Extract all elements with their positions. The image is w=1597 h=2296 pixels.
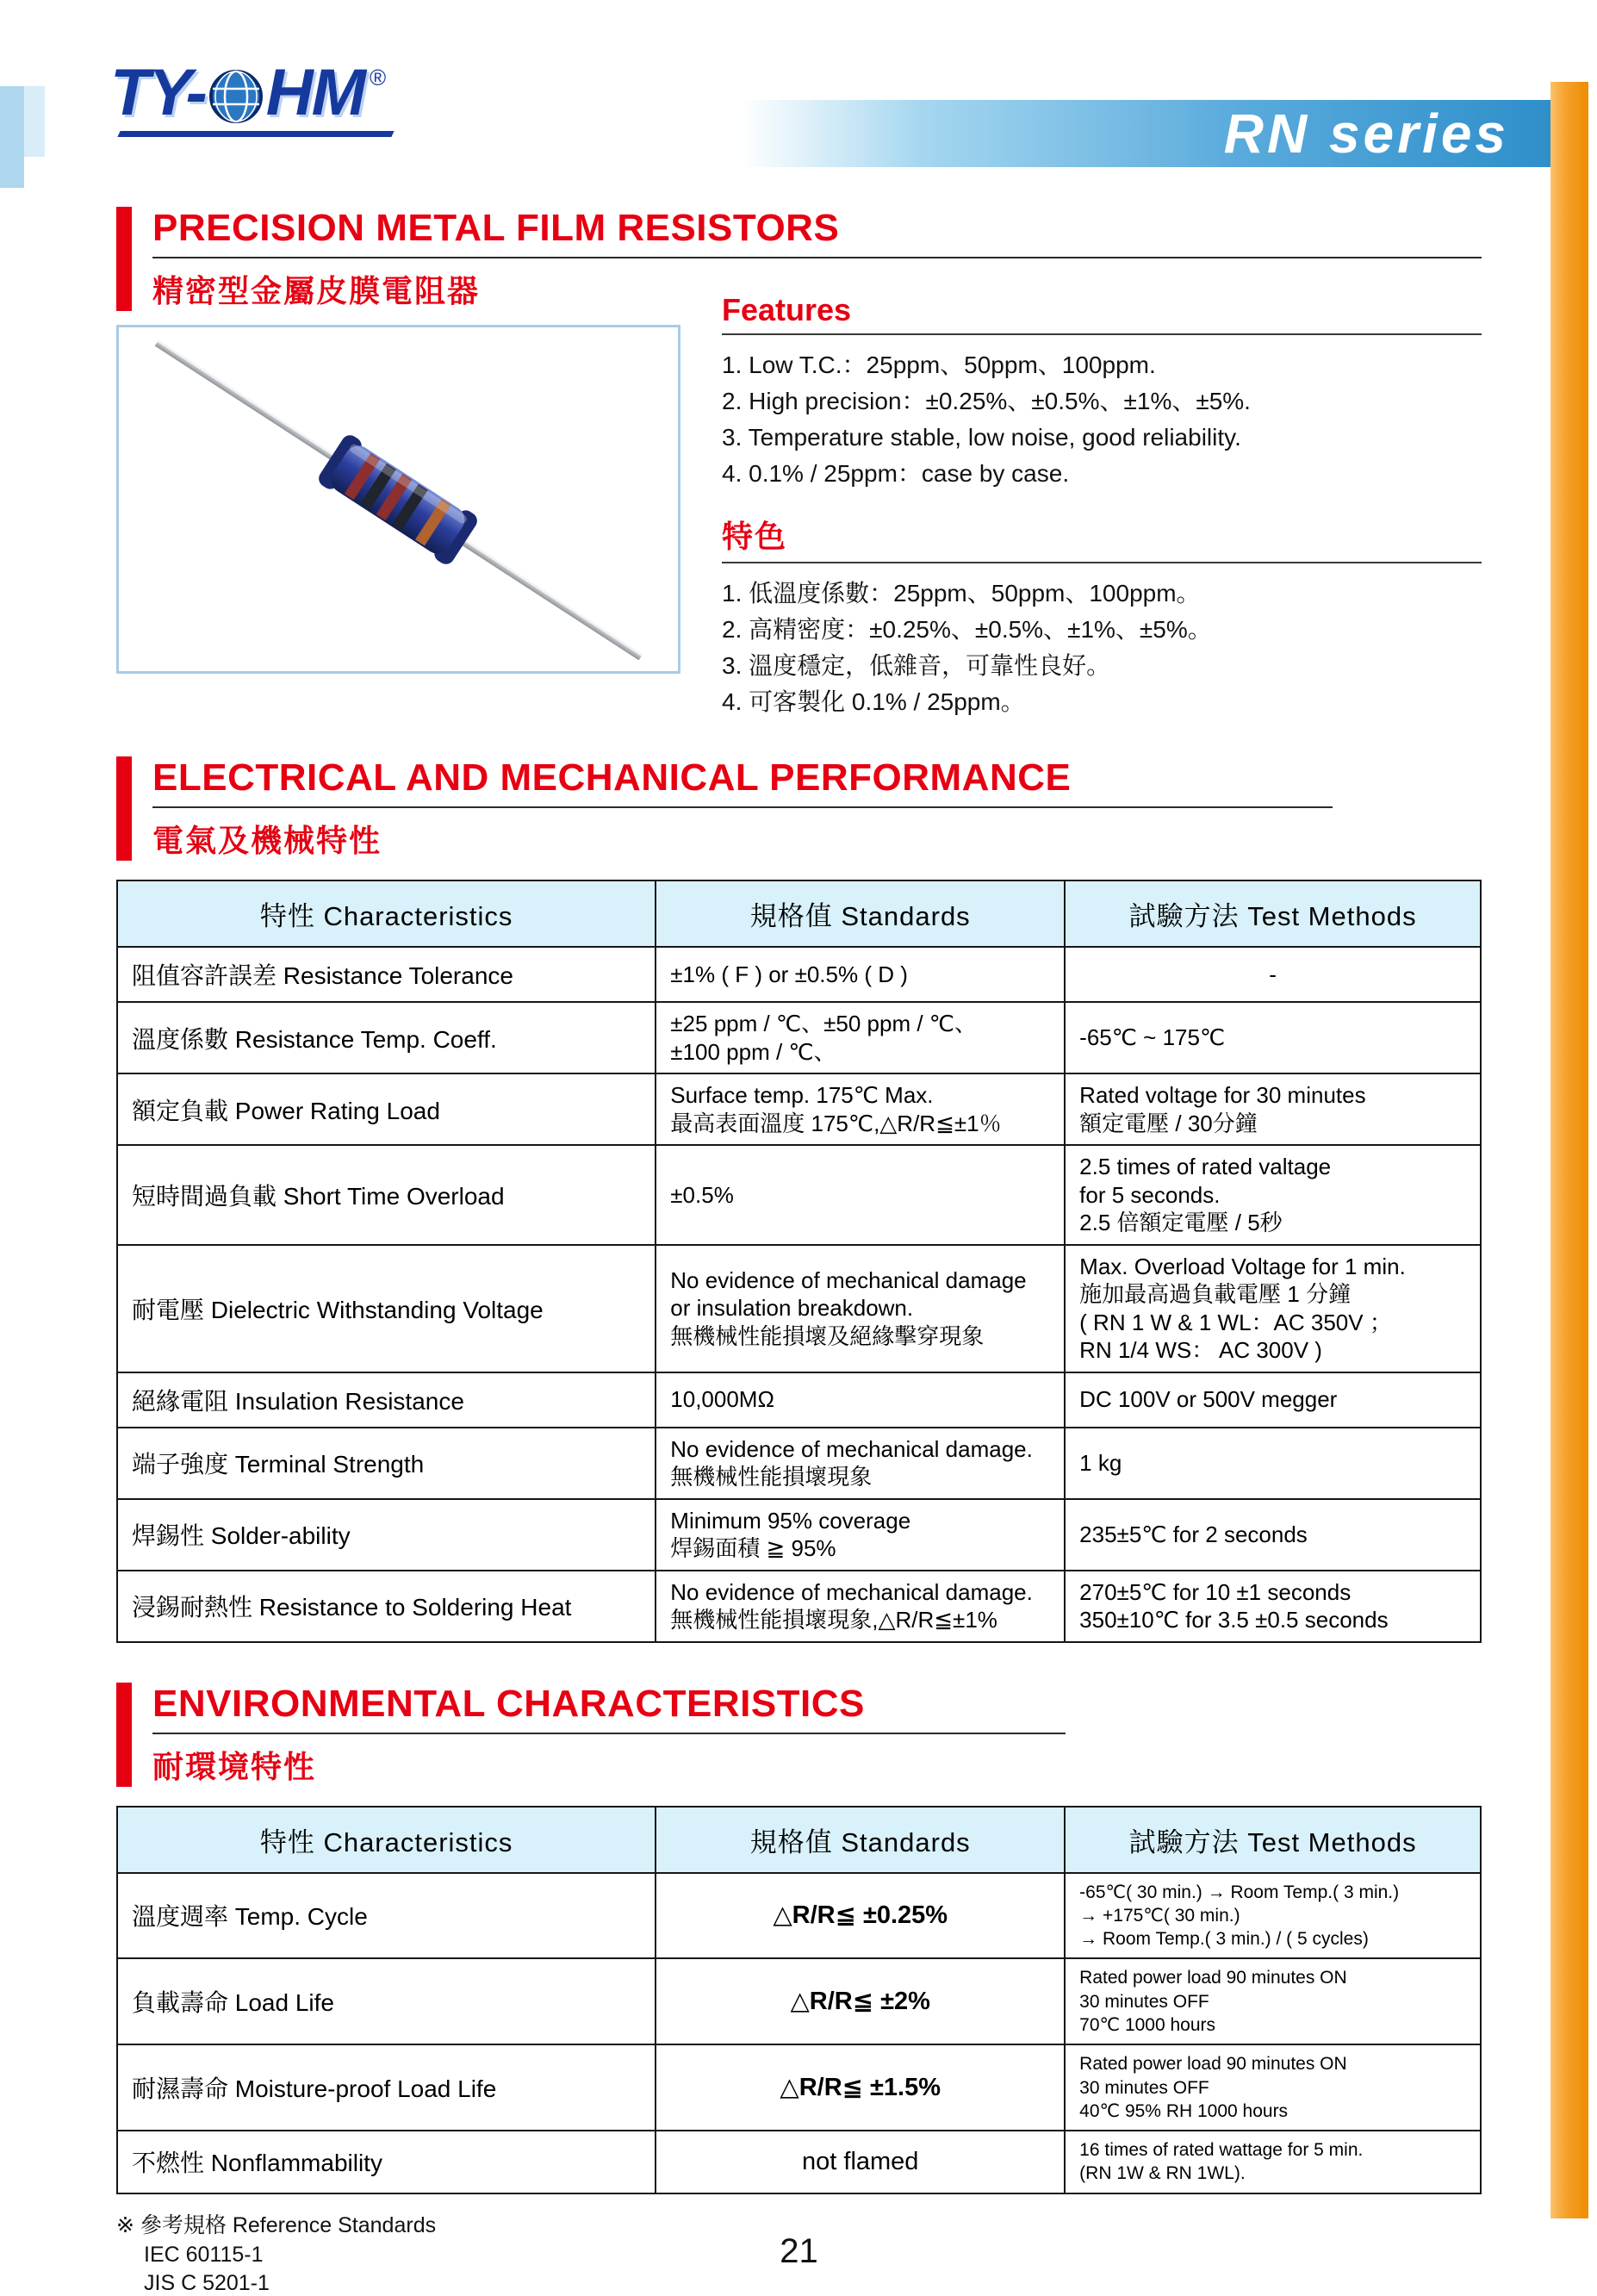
- standards-cell: [656, 1873, 1065, 1959]
- resistor-photo-frame: [116, 325, 680, 674]
- column-header: 特性 Characteristics: [117, 880, 656, 947]
- cell-line: 235±5℃ for 2 seconds: [1079, 1521, 1308, 1547]
- cell-line: 不燃性 Nonflammability: [132, 2150, 382, 2177]
- cell-line: 350±10℃ for 3.5 ±0.5 seconds: [1079, 1607, 1389, 1633]
- section-heading-environmental: [116, 1683, 1482, 1787]
- series-banner: [741, 100, 1550, 167]
- table-header-row: [117, 1807, 1481, 1873]
- cell-line: 最高表面溫度 175℃,△R/R≦±1％: [670, 1110, 1002, 1136]
- standards-cell: [656, 1372, 1065, 1428]
- list-item: 4. 可客製化 0.1% / 25ppm。: [722, 688, 1025, 715]
- right-orange-stripe: [1550, 82, 1588, 2218]
- series-title: RN series: [1223, 103, 1509, 165]
- list-item: IEC 60115-1: [144, 2242, 264, 2267]
- list-item: 3. Temperature stable, low noise, good reliability.: [722, 424, 1241, 451]
- cell-line: △R/R≦ ±0.25%: [773, 1901, 948, 1930]
- cell-line: 30 minutes OFF: [1079, 2077, 1209, 2098]
- table-row: [117, 1428, 1481, 1499]
- cell-line: 額定負載 Power Rating Load: [132, 1097, 440, 1124]
- cell-line: DC 100V or 500V megger: [1079, 1386, 1338, 1413]
- features-heading-zh: 特色: [722, 513, 1482, 563]
- registered-trademark: ®: [370, 64, 387, 90]
- cell-line: 無機械性能損壞現象: [670, 1464, 873, 1490]
- page-content: [116, 207, 1482, 2296]
- test_methods-cell: [1065, 1372, 1481, 1428]
- characteristic-cell: [117, 947, 656, 1002]
- cell-line: 70℃ 1000 hours: [1079, 2014, 1216, 2035]
- characteristic-cell: [117, 1372, 656, 1428]
- table-row: [117, 1499, 1481, 1571]
- cell-line: 焊錫面積 ≧ 95%: [670, 1535, 836, 1561]
- section-title-zh: 耐環境特性: [152, 1748, 317, 1784]
- table-row: [117, 1073, 1481, 1145]
- test_methods-cell: [1065, 1428, 1481, 1499]
- red-accent-bar: [116, 1683, 132, 1787]
- features-column: [680, 292, 1482, 720]
- list-item: 2. 高精密度：±0.25%、±0.5%、±1%、±5%。: [722, 616, 1212, 643]
- cell-line: △R/R≦ ±2%: [790, 1988, 930, 2016]
- corner-decor-bar: [0, 86, 24, 188]
- page-footer: [116, 2208, 1482, 2296]
- resistor-photo: [119, 327, 678, 671]
- cell-line: 16 times of rated wattage for 5 min.: [1079, 2140, 1364, 2161]
- red-accent-bar: [116, 756, 132, 861]
- test_methods-cell: [1065, 1958, 1481, 2044]
- cell-line: 阻值容許誤差 Resistance Tolerance: [132, 962, 513, 989]
- standards-cell: [656, 1145, 1065, 1245]
- cell-line: RN 1/4 WS： AC 300V ): [1079, 1337, 1322, 1363]
- cell-line: 負載壽命 Load Life: [132, 1989, 334, 2017]
- table-row: [117, 1245, 1481, 1372]
- table-row: [117, 1372, 1481, 1428]
- characteristic-cell: [117, 1073, 656, 1145]
- list-item: JIS C 5201-1: [144, 2270, 270, 2295]
- globe-icon: [208, 68, 264, 125]
- logo-text-prefix: TY-: [110, 56, 206, 129]
- column-header: 規格值 Standards: [656, 1807, 1065, 1873]
- characteristic-cell: [117, 2131, 656, 2193]
- page-number: 21: [780, 2231, 818, 2270]
- cell-line: 270±5℃ for 10 ±1 seconds: [1079, 1578, 1352, 1605]
- cell-line: or insulation breakdown.: [670, 1295, 914, 1322]
- characteristic-cell: [117, 1958, 656, 2044]
- cell-line: ±25 ppm / ℃、±50 ppm / ℃、: [670, 1011, 978, 1036]
- table-row: [117, 1958, 1481, 2044]
- test_methods-cell: [1065, 1571, 1481, 1642]
- section-environmental: [116, 1683, 1482, 2194]
- section-title-zh: 精密型金屬皮膜電阻器: [152, 273, 481, 308]
- cell-line: 2.5 times of rated valtage: [1079, 1154, 1332, 1179]
- list-item: 4. 0.1% / 25ppm：case by case.: [722, 460, 1070, 487]
- table-row: [117, 1571, 1481, 1642]
- electrical-table: [116, 880, 1482, 1643]
- test_methods-cell: [1065, 1145, 1481, 1245]
- column-header: 試驗方法 Test Methods: [1065, 1807, 1481, 1873]
- characteristic-cell: [117, 1873, 656, 1959]
- cell-line: -65℃( 30 min.) → Room Temp.( 3 min.): [1079, 1882, 1400, 1902]
- cell-line: Rated power load 90 minutes ON: [1079, 2054, 1347, 2075]
- standards-cell: [656, 1958, 1065, 2044]
- logo-text-suffix: HM: [265, 56, 364, 129]
- list-item: 1. 低溫度係數：25ppm、50ppm、100ppm。: [722, 580, 1201, 607]
- cell-line: 端子強度 Terminal Strength: [132, 1451, 425, 1478]
- characteristic-cell: [117, 1571, 656, 1642]
- test_methods-cell: [1065, 2131, 1481, 2193]
- standards-cell: [656, 2131, 1065, 2193]
- list-item: 3. 溫度穩定，低雜音，可靠性良好。: [722, 652, 1111, 679]
- test_methods-cell: [1065, 1073, 1481, 1145]
- section-title-en: ENVIRONMENTAL CHARACTERISTICS: [152, 1683, 1066, 1734]
- list-item: 2. High precision：±0.25%、±0.5%、±1%、±5%.: [722, 388, 1251, 414]
- table-header-row: [117, 880, 1481, 947]
- column-header: 試驗方法 Test Methods: [1065, 880, 1481, 947]
- section-title-en: ELECTRICAL AND MECHANICAL PERFORMANCE: [152, 756, 1333, 808]
- characteristic-cell: [117, 1428, 656, 1499]
- standards-cell: [656, 1002, 1065, 1073]
- cell-line: -65℃ ~ 175℃: [1079, 1024, 1226, 1051]
- reference-standards-note: ※ 參考規格 Reference Standards: [116, 2212, 437, 2237]
- red-accent-bar: [116, 207, 132, 311]
- cell-line: 額定電壓 / 30分鐘: [1079, 1110, 1258, 1136]
- standards-cell: [656, 1428, 1065, 1499]
- standards-cell: [656, 2044, 1065, 2131]
- section-electrical: [116, 756, 1482, 1643]
- cell-line: Rated power load 90 minutes ON: [1079, 1968, 1347, 1988]
- cell-line: 1 kg: [1079, 1449, 1122, 1476]
- cell-line: 無機械性能損壞現象,△R/R≦±1%: [670, 1607, 997, 1633]
- cell-line: (RN 1W & RN 1WL).: [1079, 2163, 1246, 2184]
- cell-line: ±1% ( F ) or ±0.5% ( D ): [670, 961, 908, 987]
- table-row: [117, 1002, 1481, 1073]
- column-header: 規格值 Standards: [656, 880, 1065, 947]
- cell-line: not flamed: [802, 2148, 919, 2176]
- cell-line: 短時間過負載 Short Time Overload: [132, 1182, 505, 1210]
- test_methods-cell: [1065, 1499, 1481, 1571]
- features-heading-en: Features: [722, 292, 1482, 335]
- characteristic-cell: [117, 1002, 656, 1073]
- section-title-zh: 電氣及機械特性: [152, 823, 382, 858]
- table-row: [117, 947, 1481, 1002]
- cell-line: 施加最高過負載電壓 1 分鐘: [1079, 1281, 1352, 1307]
- features-list-en: [722, 347, 1482, 492]
- cell-line: for 5 seconds.: [1079, 1181, 1221, 1208]
- cell-line: No evidence of mechanical damage.: [670, 1578, 1033, 1605]
- test_methods-cell: [1065, 1873, 1481, 1959]
- cell-line: 無機械性能損壞及絕緣擊穿現象: [670, 1322, 985, 1349]
- corner-decor-bar: [24, 86, 45, 157]
- test_methods-cell: [1065, 1245, 1481, 1372]
- cell-line: 30 minutes OFF: [1079, 1991, 1209, 2012]
- standards-cell: [656, 1571, 1065, 1642]
- cell-line: Rated voltage for 30 minutes: [1079, 1082, 1366, 1108]
- table-row: [117, 2044, 1481, 2131]
- standards-cell: [656, 1245, 1065, 1372]
- table-row: [117, 1873, 1481, 1959]
- cell-line: No evidence of mechanical damage.: [670, 1435, 1033, 1462]
- standards-cell: [656, 1499, 1065, 1571]
- cell-line: 10,000MΩ: [670, 1386, 774, 1413]
- cell-line: ±100 ppm / ℃、: [670, 1038, 836, 1065]
- table-row: [117, 1145, 1481, 1245]
- logo-underline: [117, 131, 394, 137]
- cell-line: -: [1269, 961, 1277, 987]
- test_methods-cell: [1065, 2044, 1481, 2131]
- environmental-table: [116, 1806, 1482, 2194]
- test_methods-cell: [1065, 947, 1481, 1002]
- test_methods-cell: [1065, 1002, 1481, 1073]
- cell-line: 浸錫耐熱性 Resistance to Soldering Heat: [132, 1594, 572, 1621]
- column-header: 特性 Characteristics: [117, 1807, 656, 1873]
- section-title-en: PRECISION METAL FILM RESISTORS: [152, 207, 1482, 258]
- cell-line: △R/R≦ ±1.5%: [780, 2074, 941, 2102]
- section-heading-electrical: [116, 756, 1482, 861]
- standards-cell: [656, 947, 1065, 1002]
- cell-line: Minimum 95% coverage: [670, 1507, 911, 1534]
- characteristic-cell: [117, 1499, 656, 1571]
- standards-cell: [656, 1073, 1065, 1145]
- list-item: 1. Low T.C.：25ppm、50ppm、100ppm.: [722, 352, 1156, 378]
- cell-line: 溫度係數 Resistance Temp. Coeff.: [132, 1025, 497, 1053]
- table-row: [117, 2131, 1481, 2193]
- cell-line: → Room Temp.( 3 min.) / ( 5 cycles): [1079, 1929, 1369, 1950]
- tyohm-logo: [110, 56, 393, 137]
- cell-line: 耐電壓 Dielectric Withstanding Voltage: [132, 1296, 544, 1323]
- cell-line: 2.5 倍額定電壓 / 5秒: [1079, 1210, 1283, 1235]
- cell-line: → +175℃( 30 min.): [1079, 1905, 1240, 1926]
- cell-line: Max. Overload Voltage for 1 min.: [1079, 1253, 1406, 1279]
- cell-line: 絕緣電阻 Insulation Resistance: [132, 1387, 464, 1415]
- cell-line: ( RN 1 W & 1 WL：AC 350V ；: [1079, 1309, 1392, 1335]
- cell-line: 40℃ 95% RH 1000 hours: [1079, 2100, 1289, 2121]
- cell-line: Surface temp. 175℃ Max.: [670, 1082, 934, 1108]
- characteristic-cell: [117, 1145, 656, 1245]
- characteristic-cell: [117, 2044, 656, 2131]
- precision-body-row: [116, 292, 1482, 720]
- cell-line: 溫度週率 Temp. Cycle: [132, 1903, 368, 1931]
- cell-line: No evidence of mechanical damage: [670, 1266, 1027, 1293]
- features-list-zh: [722, 576, 1482, 720]
- cell-line: 耐濕壽命 Moisture-proof Load Life: [132, 2075, 497, 2103]
- characteristic-cell: [117, 1245, 656, 1372]
- cell-line: ±0.5%: [670, 1181, 734, 1208]
- cell-line: 焊錫性 Solder-ability: [132, 1522, 351, 1549]
